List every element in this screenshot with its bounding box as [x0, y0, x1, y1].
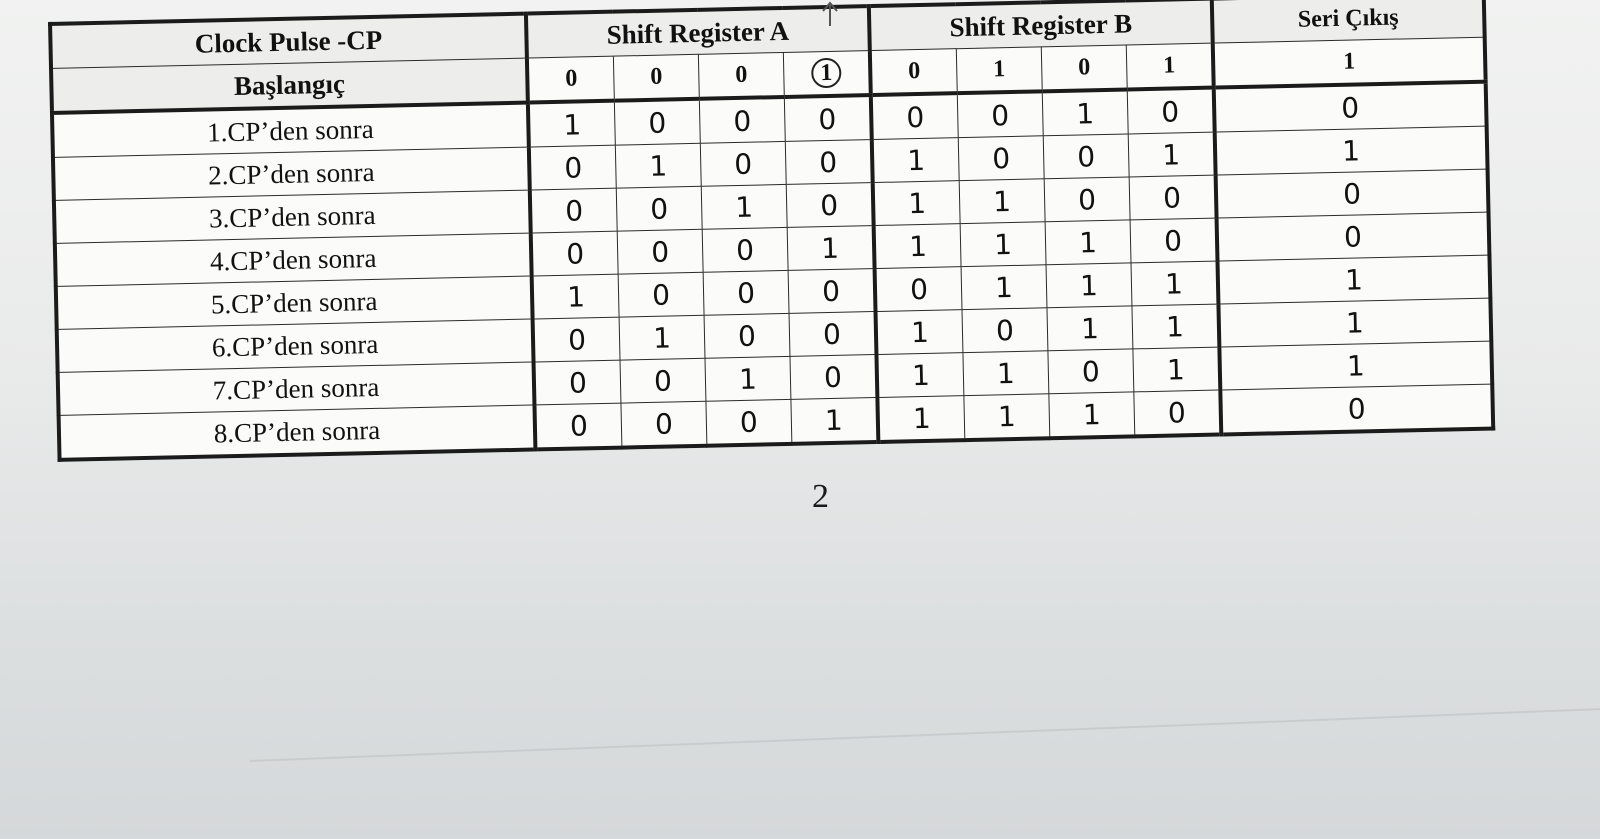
- up-arrow-icon: [820, 0, 840, 26]
- a-bit: 0: [618, 272, 704, 317]
- b-bit: 1: [1045, 220, 1131, 265]
- serial-bit: 0: [1216, 169, 1489, 218]
- b-bit: 0: [957, 91, 1043, 137]
- a-bit: 1: [701, 184, 787, 229]
- b-bit: 1: [873, 181, 960, 226]
- b-bit: 1: [872, 138, 959, 183]
- a-bit: 0: [789, 312, 876, 357]
- serial-bit: 1: [1217, 255, 1490, 304]
- initial-b-bit: 1: [956, 47, 1042, 93]
- page-number: 2: [812, 478, 829, 515]
- b-bit: 1: [876, 353, 963, 398]
- header-serial-out: Seri Çıkış: [1212, 0, 1485, 43]
- worksheet: [48, 0, 1495, 462]
- a-bit: 0: [617, 229, 703, 274]
- a-bit: 0: [786, 183, 873, 228]
- b-bit: 1: [1042, 89, 1128, 135]
- b-bit: 0: [1129, 175, 1216, 220]
- b-bit: 1: [1131, 261, 1218, 306]
- initial-serial: 1: [1213, 37, 1486, 87]
- initial-a-bit-circled: [783, 51, 870, 97]
- b-bit: 0: [875, 267, 962, 312]
- b-bit: 1: [961, 265, 1047, 310]
- serial-bit: 0: [1217, 212, 1490, 261]
- a-bit: 0: [529, 145, 616, 190]
- initial-a-bit: 0: [698, 52, 784, 98]
- b-bit: 0: [962, 308, 1048, 353]
- b-bit: 0: [1130, 218, 1217, 263]
- a-bit: 0: [531, 231, 618, 276]
- a-bit: 1: [705, 356, 791, 401]
- b-bit: 1: [1128, 132, 1215, 177]
- circled-bit: 1: [811, 58, 842, 89]
- a-bit: 0: [703, 270, 789, 315]
- a-bit: 0: [614, 99, 700, 145]
- initial-label: Başlangıç: [51, 58, 528, 113]
- b-bit: 1: [1049, 392, 1135, 438]
- initial-a-bit: 0: [527, 56, 614, 102]
- b-bit: 1: [959, 179, 1045, 224]
- serial-bit: 0: [1214, 82, 1487, 132]
- a-bit: 0: [533, 317, 620, 362]
- b-bit: 1: [1132, 304, 1219, 349]
- b-bit: 0: [1044, 177, 1130, 222]
- a-bit: 0: [785, 140, 872, 185]
- b-bit: 1: [1133, 347, 1220, 392]
- b-bit: 1: [1047, 306, 1133, 351]
- serial-bit: 1: [1219, 341, 1492, 390]
- a-bit: 0: [530, 188, 617, 233]
- row-label: 7.CP’den sonra: [58, 362, 535, 415]
- b-bit: 0: [1048, 349, 1134, 394]
- serial-bit: 1: [1218, 298, 1491, 347]
- serial-bit: 0: [1220, 384, 1493, 434]
- b-bit: 0: [1127, 88, 1214, 134]
- b-bit: 0: [958, 136, 1044, 181]
- a-bit: 1: [615, 143, 701, 188]
- b-bit: 0: [871, 93, 958, 139]
- serial-bit: 1: [1215, 126, 1488, 175]
- b-bit: 1: [964, 394, 1050, 440]
- b-bit: 1: [1046, 263, 1132, 308]
- a-bit: 0: [616, 186, 702, 231]
- a-bit: 0: [702, 227, 788, 272]
- a-bit: 1: [791, 397, 878, 443]
- a-bit: 0: [621, 401, 707, 447]
- initial-b-bit: 0: [870, 49, 957, 95]
- b-bit: 1: [876, 310, 963, 355]
- row-label: 5.CP’den sonra: [56, 276, 533, 329]
- paper-edge: [250, 706, 1600, 762]
- row-label: 4.CP’den sonra: [55, 233, 532, 286]
- a-bit: 0: [706, 399, 792, 445]
- header-register-b: Shift Register B: [869, 0, 1213, 51]
- initial-a-bit: 0: [613, 54, 699, 100]
- a-bit: 0: [534, 403, 621, 449]
- a-bit: 0: [620, 358, 706, 403]
- a-bit: 1: [787, 226, 874, 271]
- shift-register-table: [48, 0, 1495, 462]
- row-label: 6.CP’den sonra: [57, 319, 534, 372]
- a-bit: 1: [619, 315, 705, 360]
- row-label: 3.CP’den sonra: [54, 190, 531, 243]
- a-bit: 0: [699, 97, 785, 143]
- a-bit: 1: [532, 274, 619, 319]
- b-bit: 1: [960, 222, 1046, 267]
- row-label: 1.CP’den sonra: [52, 103, 529, 158]
- initial-b-bit: 1: [1126, 43, 1213, 89]
- header-clock-pulse: Clock Pulse -CP: [50, 14, 527, 69]
- b-bit: 1: [877, 396, 964, 442]
- row-label: 8.CP’den sonra: [59, 405, 536, 460]
- a-bit: 0: [790, 355, 877, 400]
- a-bit: 0: [700, 141, 786, 186]
- b-bit: 1: [963, 351, 1049, 396]
- a-bit: 1: [528, 101, 615, 147]
- b-bit: 0: [1043, 134, 1129, 179]
- a-bit: 0: [534, 360, 621, 405]
- a-bit: 0: [784, 95, 871, 141]
- a-bit: 0: [788, 269, 875, 314]
- b-bit: 0: [1134, 390, 1221, 436]
- row-label: 2.CP’den sonra: [53, 147, 530, 200]
- initial-b-bit: 0: [1041, 45, 1127, 91]
- b-bit: 1: [874, 224, 961, 269]
- a-bit: 0: [704, 313, 790, 358]
- header-register-a: Shift Register A: [526, 6, 870, 58]
